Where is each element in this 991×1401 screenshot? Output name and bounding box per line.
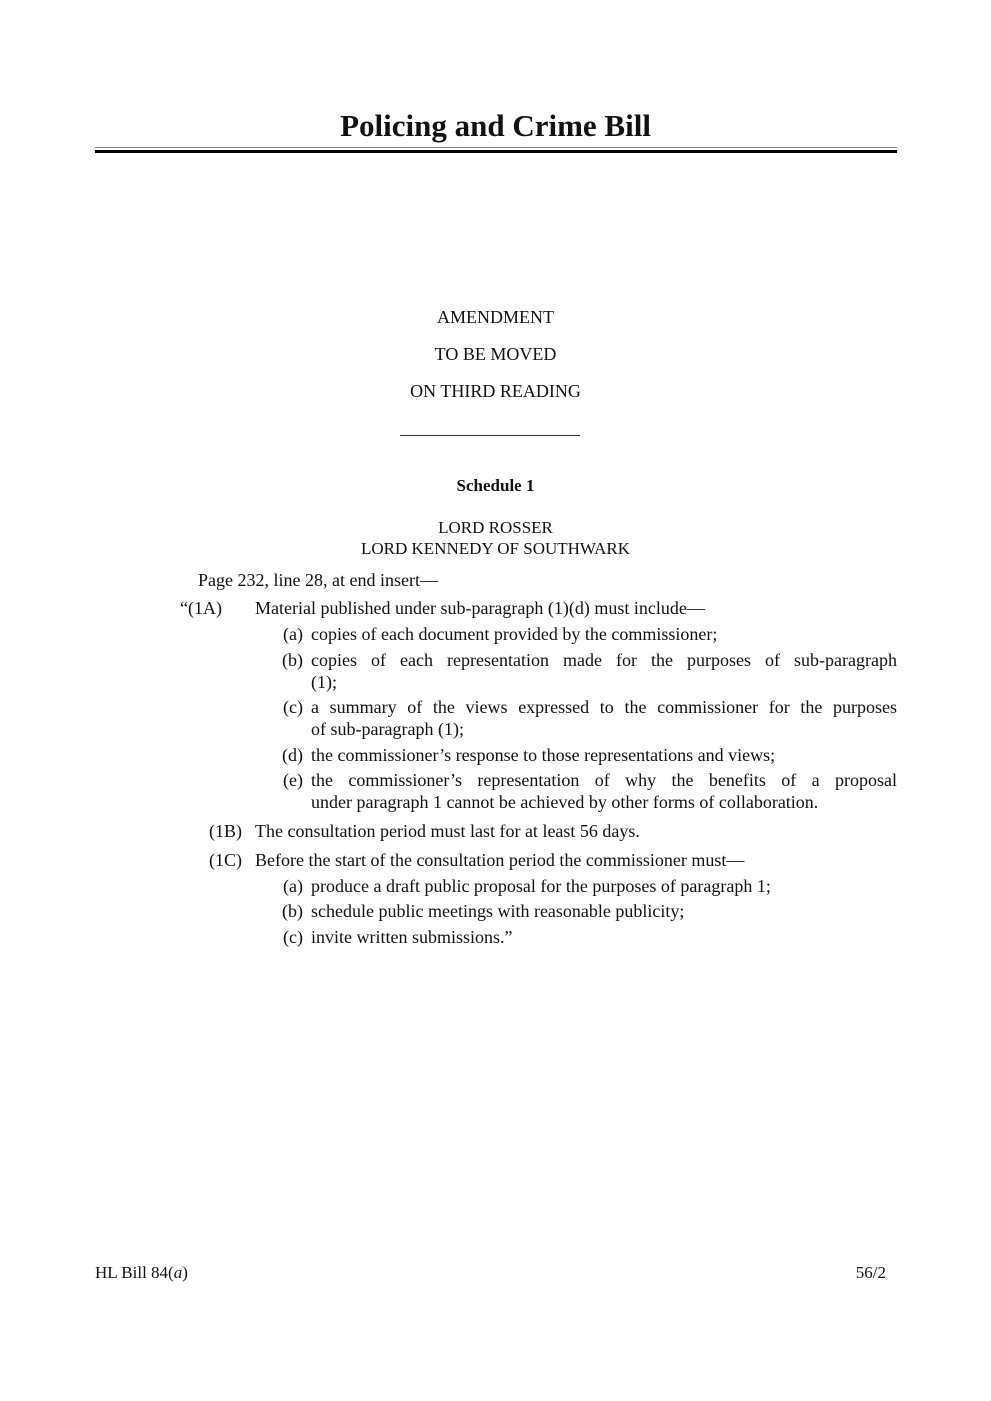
print-reference: 56/2 bbox=[855, 1263, 886, 1282]
item-text: copies of each representation made for the purposes of sub-paragraph (1); bbox=[311, 650, 897, 692]
instruction: Page 232, line 28, at end insert— bbox=[198, 570, 438, 590]
heading-line: TO BE MOVED bbox=[434, 344, 557, 364]
item-label: (c) bbox=[283, 927, 303, 947]
bill-title: Policing and Crime Bill bbox=[340, 108, 651, 143]
sponsor: LORD ROSSER bbox=[438, 518, 553, 537]
item-label: (c) bbox=[283, 697, 303, 717]
bill-number: HL Bill 84(a) bbox=[95, 1263, 188, 1282]
title-rule-thin bbox=[95, 147, 897, 148]
para-text: Material published under sub-paragraph (1)(d) must include— bbox=[255, 598, 705, 618]
item-label: (a) bbox=[283, 876, 303, 896]
item-text: produce a draft public proposal for the purposes of paragraph 1; bbox=[311, 876, 771, 896]
item-text: schedule public meetings with reasonable publicity; bbox=[311, 901, 685, 921]
title-rule-thick bbox=[95, 150, 897, 153]
para-text: The consultation period must last for at least 56 days. bbox=[255, 821, 640, 841]
heading-line: AMENDMENT bbox=[437, 307, 554, 327]
item-label: (e) bbox=[283, 770, 303, 790]
para-label: (1B) bbox=[209, 821, 242, 841]
item-label: (b) bbox=[282, 901, 303, 921]
item-label: (d) bbox=[282, 745, 303, 765]
schedule-heading: Schedule 1 bbox=[456, 476, 535, 495]
section-divider bbox=[400, 435, 580, 436]
item-label: (a) bbox=[283, 624, 303, 644]
item-text: copies of each document provided by the commissioner; bbox=[311, 624, 718, 644]
heading-line: ON THIRD READING bbox=[410, 381, 581, 401]
item-text: invite written submissions.” bbox=[311, 927, 513, 947]
item-text: the commissioner’s representation of why the benefits of a proposal under paragraph 1 cannot be achieved by other forms of collaboration. bbox=[311, 770, 897, 812]
para-label: “(1A) bbox=[180, 598, 222, 618]
item-text: a summary of the views expressed to the commissioner for the purposes of sub-paragraph (1); bbox=[311, 697, 897, 739]
para-text: Before the start of the consultation period the commissioner must— bbox=[255, 850, 745, 870]
item-text: the commissioner’s response to those representations and views; bbox=[311, 745, 776, 765]
para-label: (1C) bbox=[209, 850, 242, 870]
item-label: (b) bbox=[282, 650, 303, 670]
sponsor: LORD KENNEDY OF SOUTHWARK bbox=[360, 539, 630, 558]
